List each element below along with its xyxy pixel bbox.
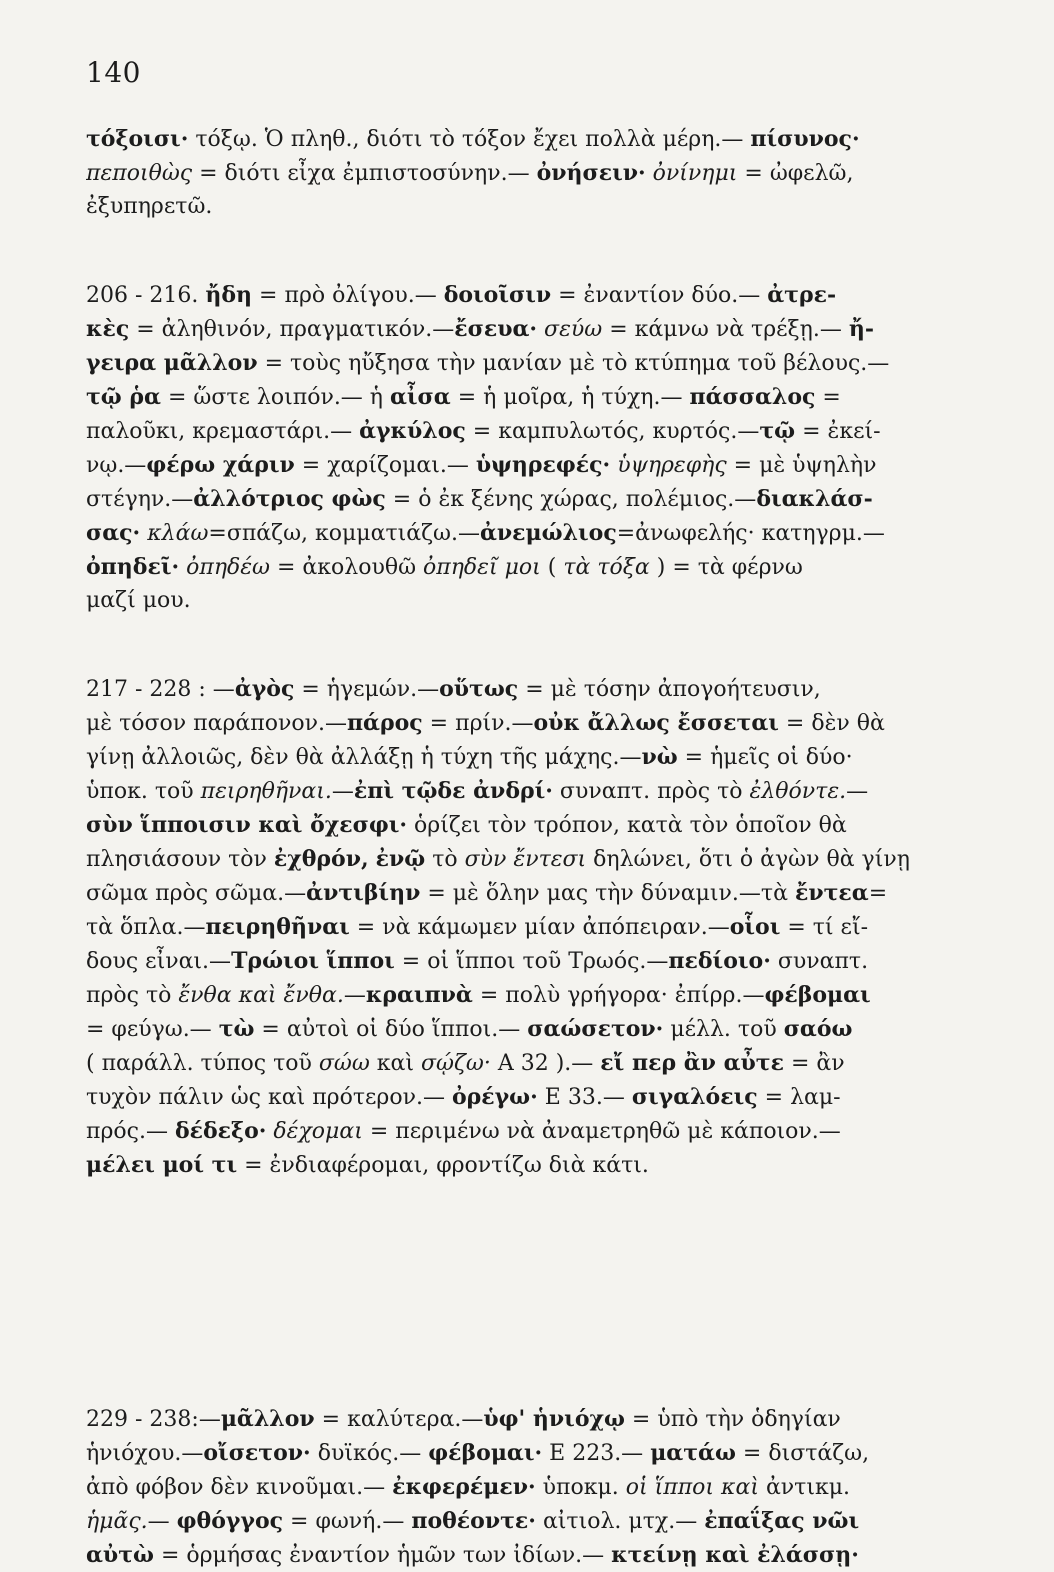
text-segment: =ἀνωφελής· κατηγρμ.—: [616, 521, 885, 546]
italic-text: σώω: [318, 1051, 370, 1076]
text-line: [86, 910, 986, 944]
text-segment: =: [868, 881, 888, 906]
headword: ὑψηρεφές·: [475, 452, 611, 478]
text-segment: γίνῃ ἀλλοιῶς, δὲν θὰ ἀλλάξῃ ἡ τύχη τῆς μάχης.—: [86, 745, 642, 770]
text-segment: σῶμα πρὸς σῶμα.—: [86, 881, 307, 906]
text-segment: (: [540, 555, 564, 580]
italic-text: οἱ ἵπποι καὶ: [625, 1475, 759, 1500]
text-segment: = ἐνδιαφέρομαι, φροντίζω διὰ κάτι.: [237, 1153, 649, 1178]
text-segment: = ἡ μοῖρα, ἡ τύχη.—: [450, 385, 690, 410]
text-segment: = περιμένω νὰ ἀναμετρηθῶ μὲ κάποιον.—: [362, 1119, 841, 1144]
text-line: [86, 278, 986, 312]
italic-text: σὺν ἔντεσι: [464, 847, 587, 872]
headword: αὐτὼ: [86, 1542, 154, 1568]
text-segment: = πρίν.—: [422, 711, 534, 736]
text-segment: = διότι εἶχα ἐμπιστοσύνην.—: [192, 161, 537, 186]
text-segment: ἡνιόχου.—: [86, 1441, 204, 1466]
text-segment: καὶ: [369, 1051, 422, 1076]
text-segment: = δὲν θὰ: [778, 711, 885, 736]
text-segment: = ἀληθινόν, πραγματικόν.—: [129, 317, 455, 342]
text-line: [86, 1436, 986, 1470]
text-segment: μέλλ. τοῦ: [663, 1017, 784, 1042]
text-line: [86, 1012, 986, 1046]
text-segment: δους εἶναι.—: [86, 949, 232, 974]
headword: δέδεξο·: [174, 1118, 267, 1144]
text-segment: = φωνή.—: [283, 1509, 412, 1534]
italic-text: σῴζω·: [421, 1051, 491, 1076]
headword: ἀγκύλος: [359, 418, 466, 444]
text-segment: = ἐκεί-: [795, 419, 881, 444]
headword: πάρος: [346, 710, 423, 736]
headword: ἀγὸς: [234, 676, 295, 702]
text-segment: = τί εἴ-: [780, 915, 869, 940]
text-line: [86, 706, 986, 740]
text-line: [86, 414, 986, 448]
text-segment: συναπτ.: [770, 949, 869, 974]
text-segment: δυϊκός.—: [310, 1441, 429, 1466]
text-segment: ὁρίζει τὸν τρόπον, κατὰ τὸν ὁποῖον θὰ: [407, 813, 847, 838]
text-segment: = ἂν: [783, 1051, 845, 1076]
italic-text: δέχομαι: [273, 1119, 363, 1144]
text-segment: = καλύτερα.—: [314, 1407, 484, 1432]
italic-text: ὀνίνημι: [645, 161, 738, 186]
headword: ὀνήσειν·: [536, 160, 646, 186]
headword: ὑφ' ἡνιόχῳ: [483, 1406, 625, 1432]
headword: κραιπνὰ: [365, 982, 473, 1008]
text-segment: νῳ.—: [86, 453, 147, 478]
headword: τῷ ῥα: [86, 384, 161, 410]
text-line: [86, 1148, 986, 1182]
text-segment: = τοὺς ηὔξησα τὴν μανίαν μὲ τὸ κτύπημα τοῦ βέλους.—: [257, 351, 890, 376]
text-segment: = ὁ ἐκ ξένης χώρας, πολέμιος.—: [385, 487, 757, 512]
headword: ἐχθρόν,: [273, 846, 369, 872]
headword: γειρα μᾶλλον: [86, 350, 258, 376]
text-segment: = καμπυλωτός, κυρτός.—: [465, 419, 760, 444]
headword: σαόω: [783, 1016, 853, 1042]
text-segment: τὸ: [425, 847, 465, 872]
text-segment: = ἐναντίον δύο.—: [551, 283, 768, 308]
headword: πάσσαλος: [689, 384, 816, 410]
text-segment: = λαμ-: [757, 1085, 841, 1110]
italic-text: ἡμᾶς.: [86, 1509, 148, 1534]
italic-text: ἐλθόντε.: [749, 779, 847, 804]
text-segment: πρός.—: [86, 1119, 175, 1144]
text-segment: = μὲ ὅλην μας τὴν δύναμιν.—τὰ: [420, 881, 795, 906]
headword: μέλει μοί τι: [86, 1152, 238, 1178]
text-segment: = φεύγω.—: [86, 1017, 219, 1042]
headword: Τρώιοι ἵπποι: [231, 948, 395, 974]
text-segment: = ὁρμήσας ἐναντίον ἡμῶν των ἰδίων.—: [153, 1543, 612, 1568]
text-segment: = οἱ ἵπποι τοῦ Τρωός.—: [394, 949, 669, 974]
headword: πειρηθῆναι: [205, 914, 350, 940]
text-line: [86, 190, 986, 224]
headword: ἐπαΐξας νῶι: [704, 1508, 860, 1534]
text-segment: 229 - 238:—: [86, 1407, 221, 1432]
text-line: [86, 312, 986, 346]
text-segment: = μὲ τόσην ἀπογοήτευσιν,: [518, 677, 821, 702]
headword: σαώσετον·: [527, 1016, 664, 1042]
italic-text: τὰ τόξα: [563, 555, 650, 580]
headword: ἤ-: [848, 316, 874, 342]
text-line: [86, 1538, 986, 1572]
text-segment: = αὐτοὶ οἱ δύο ἵπποι.—: [254, 1017, 528, 1042]
page-number: 140: [86, 56, 141, 89]
text-segment: = πρὸ ὀλίγου.—: [252, 283, 444, 308]
text-segment: τυχὸν πάλιν ὡς καὶ πρότερον.—: [86, 1085, 452, 1110]
text-segment: συναπτ. πρὸς τὸ: [552, 779, 750, 804]
text-segment: = κάμνω νὰ τρέξῃ.—: [602, 317, 849, 342]
headword: πίσυνος·: [750, 126, 860, 152]
text-segment: = ὠφελῶ,: [737, 161, 854, 186]
text-line: [86, 1402, 986, 1436]
text-segment: ὑποκμ.: [535, 1475, 626, 1500]
text-segment: = χαρίζομαι.—: [294, 453, 476, 478]
paragraph-2: [86, 278, 986, 618]
text-line: [86, 774, 986, 808]
headword: ὀρέγω·: [451, 1084, 538, 1110]
headword: φέβομαι·: [428, 1440, 543, 1466]
text-segment: = διστάζω,: [735, 1441, 870, 1466]
headword: μᾶλλον: [220, 1406, 315, 1432]
text-segment: 206 - 216.: [86, 283, 206, 308]
text-segment: [369, 847, 376, 872]
text-segment: δηλώνει, ὅτι ὁ ἀγὼν θὰ γίνῃ: [586, 847, 910, 872]
text-segment: πρὸς τὸ: [86, 983, 179, 1008]
italic-text: σεύω: [537, 317, 603, 342]
text-line: [86, 156, 986, 190]
italic-text: ὑψηρεφὴς: [610, 453, 727, 478]
headword: δοιοῖσιν: [443, 282, 552, 308]
headword: οὕτως: [439, 676, 519, 702]
text-segment: —: [147, 1509, 177, 1534]
headword: κὲς: [86, 316, 130, 342]
text-segment: αἰτιολ. μτχ.—: [535, 1509, 705, 1534]
headword: ἤδη: [205, 282, 253, 308]
italic-text: ἔνθα καὶ ἔνθα.: [178, 983, 344, 1008]
headword: σὺν ἵπποισιν καὶ ὄχεσφι·: [86, 812, 408, 838]
text-segment: —: [846, 779, 869, 804]
headword: νὼ: [641, 744, 678, 770]
text-segment: ) = τὰ φέρνω: [649, 555, 803, 580]
text-line: [86, 516, 986, 550]
headword: ἔντεα: [794, 880, 869, 906]
text-segment: ἀπὸ φόβον δὲν κινοῦμαι.—: [86, 1475, 393, 1500]
headword: ματάω: [650, 1440, 736, 1466]
text-line: [86, 944, 986, 978]
paragraph-1: [86, 122, 986, 224]
text-segment: = ἡγεμών.—: [294, 677, 440, 702]
headword: ἐπὶ τῷδε ἀνδρί·: [353, 778, 553, 804]
headword: φθόγγος: [176, 1508, 284, 1534]
text-segment: = ὥστε λοιπόν.— ἡ: [160, 385, 390, 410]
italic-text: κλάω: [140, 521, 209, 546]
text-line: [86, 740, 986, 774]
text-line: [86, 672, 986, 706]
headword: ἀντιβίην: [306, 880, 421, 906]
italic-text: ὀπηδεῖ μοι: [423, 555, 541, 580]
headword: φέβομαι: [764, 982, 871, 1008]
headword: ἐνῷ: [375, 846, 426, 872]
headword: τὼ: [218, 1016, 255, 1042]
text-line: [86, 876, 986, 910]
headword: τῷ: [759, 418, 796, 444]
text-line: [86, 550, 986, 584]
text-line: [86, 1504, 986, 1538]
text-line: [86, 1046, 986, 1080]
text-segment: τόξῳ. Ὁ πληθ., διότι τὸ τόξον ἔχει πολλὰ μέρη.—: [188, 127, 751, 152]
headword: ἀτρε-: [767, 282, 837, 308]
text-segment: —: [331, 779, 354, 804]
text-line: [86, 1080, 986, 1114]
headword: εἴ περ ἂν αὖτε: [600, 1050, 784, 1076]
text-line: [86, 808, 986, 842]
paragraph-3: [86, 672, 986, 1182]
headword: ἀνεμώλιος: [479, 520, 617, 546]
text-segment: Ε 223.—: [542, 1441, 651, 1466]
text-segment: τὰ ὅπλα.—: [86, 915, 206, 940]
text-line: [86, 1470, 986, 1504]
text-segment: —: [343, 983, 366, 1008]
headword: ἐκφερέμεν·: [392, 1474, 536, 1500]
headword: ὀπηδεῖ·: [86, 554, 180, 580]
text-segment: μὲ τόσον παράπονον.—: [86, 711, 347, 736]
text-segment: = νὰ κάμωμεν μίαν ἀπόπειραν.—: [349, 915, 730, 940]
text-segment: ἀντικμ.: [758, 1475, 851, 1500]
headword: ποθέοντε·: [411, 1508, 536, 1534]
headword: οἷοι: [729, 914, 781, 940]
italic-text: ὀπηδέω: [179, 555, 270, 580]
text-line: [86, 380, 986, 414]
italic-text: πειρηθῆναι.: [200, 779, 332, 804]
text-line: [86, 842, 986, 876]
text-segment: ( παράλλ. τύπος τοῦ: [86, 1051, 319, 1076]
text-line: [86, 1114, 986, 1148]
text-segment: Α 32 ).—: [490, 1051, 601, 1076]
text-line: [86, 584, 986, 618]
text-segment: = ἀκολουθῶ: [270, 555, 424, 580]
text-segment: =: [815, 385, 841, 410]
headword: οὐκ ἄλλως ἔσσεται: [533, 710, 779, 736]
text-segment: = ἡμεῖς οἱ δύο·: [677, 745, 853, 770]
headword: αἶσα: [389, 384, 451, 410]
text-segment: ὑποκ. τοῦ: [86, 779, 201, 804]
text-line: [86, 448, 986, 482]
headword: κτείνῃ καὶ ἐλάσσῃ·: [611, 1542, 859, 1568]
text-segment: = πολὺ γρήγορα· ἐπίρρ.—: [472, 983, 765, 1008]
headword: πεδίοιο·: [668, 948, 771, 974]
text-segment: 217 - 228 : —: [86, 677, 235, 702]
text-segment: στέγην.—: [86, 487, 194, 512]
headword: τόξοισι·: [86, 126, 189, 152]
headword: σας·: [86, 520, 141, 546]
headword: φέρω χάριν: [146, 452, 295, 478]
text-segment: πλησιάσουν τὸν: [86, 847, 274, 872]
text-segment: = ὑπὸ τὴν ὁδηγίαν: [624, 1407, 841, 1432]
headword: ἔσευα·: [454, 316, 538, 342]
text-segment: = μὲ ὑψηλὴν: [726, 453, 877, 478]
text-segment: παλοῦκι, κρεμαστάρι.—: [86, 419, 360, 444]
text-line: [86, 978, 986, 1012]
headword: οἴσετον·: [203, 1440, 311, 1466]
text-segment: Ε 33.—: [537, 1085, 632, 1110]
text-line: [86, 122, 986, 156]
text-line: [86, 482, 986, 516]
italic-text: πεποιθὼς: [86, 161, 193, 186]
text-segment: ἐξυπηρετῶ.: [86, 194, 213, 219]
headword: σιγαλόεις: [631, 1084, 758, 1110]
headword: διακλάσ-: [756, 486, 873, 512]
text-segment: μαζί μου.: [86, 588, 191, 613]
headword: ἀλλότριος φὼς: [193, 486, 386, 512]
text-line: [86, 346, 986, 380]
text-segment: =σπάζω, κομματιάζω.—: [208, 521, 480, 546]
paragraph-4: [86, 1402, 986, 1572]
